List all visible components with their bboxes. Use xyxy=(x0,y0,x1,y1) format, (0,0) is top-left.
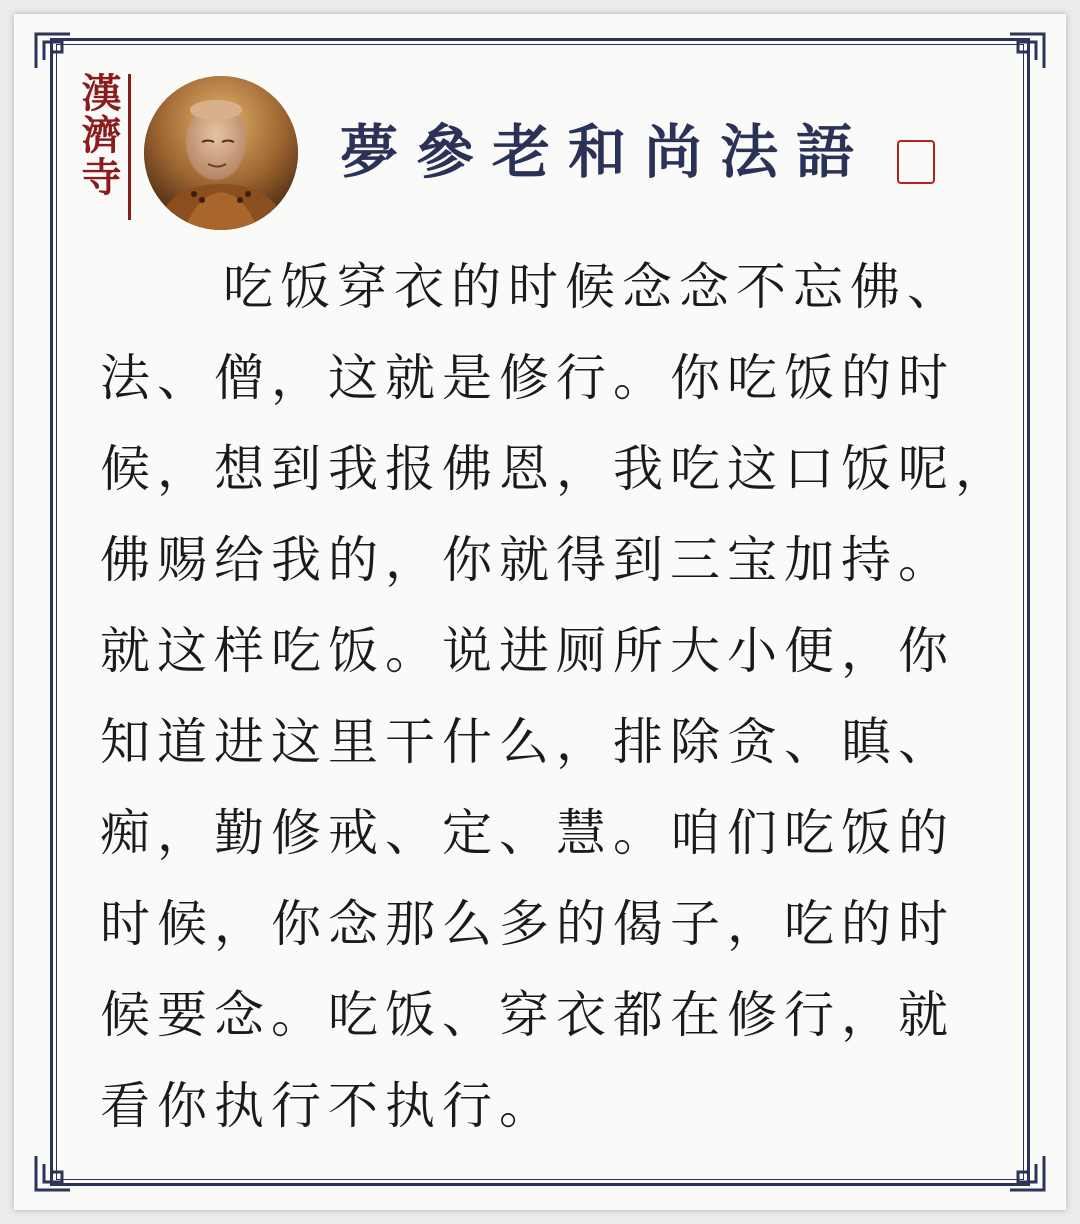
dharma-quote xyxy=(100,242,1012,1152)
quote-line: 吃饭穿衣的时候念念不忘佛、 xyxy=(223,258,964,316)
quote-line: 佛赐给我的，你就得到三宝加持。 xyxy=(100,531,955,589)
corner-ornament-icon xyxy=(1006,30,1048,72)
quote-line: 候，想到我报佛恩，我吃这口饭呢， xyxy=(100,440,1012,498)
corner-ornament-icon xyxy=(1006,1152,1048,1194)
quote-line: 法、僧，这就是修行。你吃饭的时 xyxy=(100,349,955,407)
corner-ornament-icon xyxy=(32,1152,74,1194)
temple-divider xyxy=(128,74,131,220)
temple-name: 漢濟寺 xyxy=(75,72,122,198)
page-title: 夢參老和尚法語 xyxy=(340,118,873,186)
corner-ornament-icon xyxy=(32,30,74,72)
quote-line: 就这样吃饭。说进厕所大小便，你 xyxy=(100,622,955,680)
quote-line: 时候，你念那么多的偈子，吃的时 xyxy=(100,895,955,953)
monk-portrait-icon xyxy=(144,76,298,230)
quote-line: 看你执行不执行。 xyxy=(100,1077,556,1135)
quote-line: 候要念。吃饭、穿衣都在修行，就 xyxy=(100,986,955,1044)
red-seal-stamp xyxy=(897,140,935,184)
quote-line: 知道进这里干什么，排除贪、瞋、 xyxy=(100,713,955,771)
quote-line: 痴，勤修戒、定、慧。咱们吃饭的 xyxy=(100,804,955,862)
monk-portrait-avatar xyxy=(144,76,298,230)
